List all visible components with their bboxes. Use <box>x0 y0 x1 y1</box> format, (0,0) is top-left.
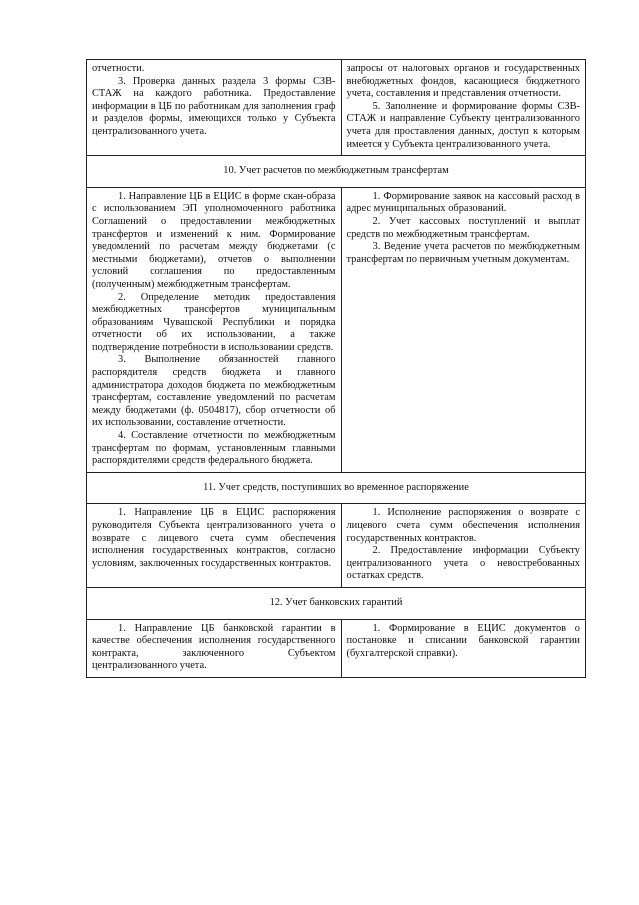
subject-duties-cell <box>87 619 342 677</box>
paragraph: 5. Заполнение и формирование формы СЗВ-СТАЖ и направление Субъекту централизованного учета для проставления данных, доступ к которым имеется у Субъекта централизованного учета. <box>346 100 580 150</box>
section-header: 10. Учет расчетов по межбюджетным трансфертам <box>87 156 586 188</box>
paragraph: 3. Ведение учета расчетов по межбюджетным трансфертам по первичным учетным документам. <box>346 241 580 265</box>
cb-duties-cell <box>341 60 586 156</box>
paragraph: 1. Формирование заявок на кассовый расход в адрес муниципальных образований. <box>346 190 580 215</box>
paragraph: 2. Определение методик предоставления межбюджетных трансфертов муниципальным образованиям Чувашской Республики и порядка отчетности об их использовании, а также подтверждение потребности в использовании средств. <box>92 291 336 353</box>
subject-duties-cell <box>87 187 342 472</box>
table-body <box>87 60 586 678</box>
paragraph: запросы от налоговых органов и государственных внебюджетных фондов, касающиеся бюджетного учета, составления и представления отчетности. <box>346 63 580 100</box>
section-header-row <box>87 587 586 619</box>
section-header: 11. Учет средств, поступивших во временное распоряжение <box>87 472 586 504</box>
section-header-row <box>87 156 586 188</box>
paragraph: 2. Предоставление информации Субъекту централизованного учета о невостребованных остатках средств. <box>346 545 580 582</box>
section-header-row <box>87 472 586 504</box>
paragraph: 1. Направление ЦБ банковской гарантии в качестве обеспечения исполнения государственного контракта, заключенного Субъектом централизованного учета. <box>92 622 336 672</box>
table-row <box>87 60 586 156</box>
document-page <box>86 59 586 678</box>
paragraph: 2. Учет кассовых поступлений и выплат средств по межбюджетным трансфертам. <box>346 215 580 240</box>
table-row <box>87 187 586 472</box>
paragraph: 3. Проверка данных раздела 3 формы СЗВ-СТАЖ на каждого работника. Предоставление информации в ЦБ по работникам для заполнения граф и разделов формы, имеющихся только у Субъекта централизованного учета. <box>92 75 336 137</box>
section-header: 12. Учет банковских гарантий <box>87 587 586 619</box>
responsibility-table <box>86 59 586 678</box>
paragraph: отчетности. <box>92 63 145 74</box>
cb-duties-cell <box>341 619 586 677</box>
paragraph: 1. Исполнение распоряжения о возврате с лицевого счета сумм обеспечения исполнения государственных контрактов. <box>346 507 580 544</box>
paragraph: 1. Направление ЦБ в ЕЦИС распоряжения руководителя Субъекта централизованного учета о возврате с лицевого счета сумм обеспечения исполнения государственных контрактов, согласно условиям, заключенных государственных контрактов. <box>92 507 336 569</box>
subject-duties-cell <box>87 504 342 588</box>
paragraph: 1. Формирование в ЕЦИС документов о постановке и списании банковской гарантии (бухгалтерской справки). <box>346 622 580 659</box>
paragraph: 3. Выполнение обязанностей главного распорядителя средств бюджета и главного администратора доходов бюджета по межбюджетным трансфертам, составление уведомлений по расчетам между бюджетами (ф. 0504817), сбор отчетности об их использовании, составление отчетности. <box>92 354 336 429</box>
paragraph: 4. Составление отчетности по межбюджетным трансфертам по формам, установленным главными распорядителями средств федерального бюджета. <box>92 430 336 467</box>
table-row <box>87 619 586 677</box>
table-row <box>87 504 586 588</box>
cb-duties-cell <box>341 504 586 588</box>
cb-duties-cell <box>341 187 586 472</box>
paragraph: 1. Направление ЦБ в ЕЦИС в форме скан-образа с использованием ЭП уполномоченного работника Соглашений о предоставлении межбюджетных трансфертов и изменений к ним. Формирование уведомлений по расчетам между бюджетами (с местными бюджетами), отчетов о выполнении условий соглашения по предоставленным (полученным) межбюджетным трансфертам. <box>92 190 336 290</box>
subject-duties-cell <box>87 60 342 156</box>
